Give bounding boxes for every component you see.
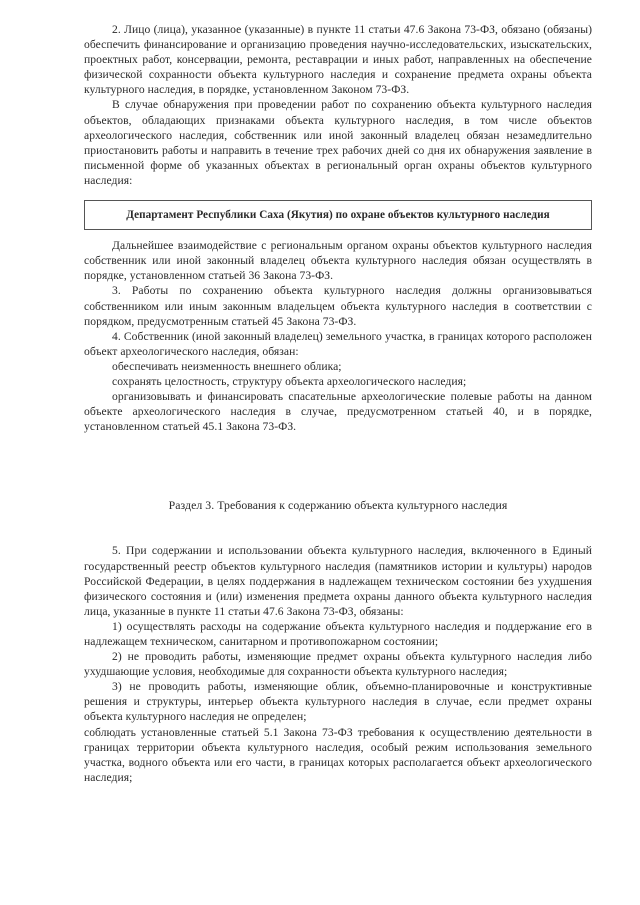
paragraph-item-4-c: организовывать и финансировать спасательные археологические полевые работы на данном объекте археологического наследия в случае, предусмотренном статьей 40, и в порядке, установленном статьей 45.1 Закона 73-ФЗ. xyxy=(84,390,592,434)
paragraph-item-5-1: 1) осуществлять расходы на содержание объекта культурного наследия и поддержание его в надлежащем техническом, санитарном и противопожарном состоянии; xyxy=(84,619,592,648)
paragraph-item-4: 4. Собственник (иной законный владелец) земельного участка, в границах которого расположен объект археологического наследия, обязан: xyxy=(84,329,592,358)
paragraph-interaction: Дальнейшее взаимодействие с региональным органом охраны объектов культурного наследия собственник или иной законный владелец объекта культурного наследия обязан осуществлять в порядке, установленном статьей 36 Закона 73-ФЗ. xyxy=(84,239,592,283)
paragraph-item-4-a: обеспечивать неизменность внешнего облика; xyxy=(112,359,342,373)
paragraph-discovery-notice: В случае обнаружения при проведении работ по сохранению объекта культурного наследия объектов, обладающих признаками объекта культурного наследия, в том числе объектов археологического наследия, собственник или иной законный владелец обязан незамедлительно приостановить работы и направить в течение трех рабочих дней со дня их обнаружения заявление в письменной форме об указанных объектах в региональный орган охраны объектов культурного наследия: xyxy=(84,98,592,187)
paragraph-item-4-b: сохранять целостность, структуру объекта археологического наследия; xyxy=(112,374,467,388)
paragraph-item-3: 3. Работы по сохранению объекта культурного наследия должны организовываться собственником или иным законным владельцем объекта культурного наследия в соответствии с порядком, предусмотренным статьей 45 Закона 73-ФЗ. xyxy=(84,284,592,328)
paragraph-item-5-compliance: соблюдать установленные статьей 5.1 Закона 73-ФЗ требования к осуществлению деятельности в границах территории объекта культурного наследия, особый режим использования земельного участка, водного объекта или его части, в границах которых располагается объект археологического наследия; xyxy=(84,725,592,784)
authority-name-box: Департамент Республики Саха (Якутия) по охране объектов культурного наследия xyxy=(84,200,592,230)
paragraph-item-5: 5. При содержании и использовании объекта культурного наследия, включенного в Единый государственный реестр объектов культурного наследия (памятников истории и культуры) народов Российской Федерации, в целях поддержания в надлежащем техническом состоянии без ухудшения физического состояния и (или) изменения предмета охраны данного объекта культурного наследия лица, указанные в пункте 11 статьи 47.6 Закона 73-ФЗ, обязаны: xyxy=(84,544,592,618)
section-3-title: Раздел 3. Требования к содержанию объекта культурного наследия xyxy=(168,498,508,513)
paragraph-item-5-2: 2) не проводить работы, изменяющие предмет охраны объекта культурного наследия либо ухудшающие условия, необходимые для сохранности объекта культурного наследия; xyxy=(84,650,592,679)
paragraph-item-5-3: 3) не проводить работы, изменяющие облик, объемно-планировочные и конструктивные решения и структуры, интерьер объекта культурного наследия в случае, если предмет охраны объекта культурного наследия не определен; xyxy=(84,680,592,724)
paragraph-item-2: 2. Лицо (лица), указанное (указанные) в пункте 11 статьи 47.6 Закона 73-ФЗ, обязано (обязаны) обеспечить финансирование и организацию проведения научно-исследовательских, изыскательских, проектных работ, консервации, ремонта, реставрации и иных работ, направленных на обеспечение физической сохранности объекта культурного наследия и сохранение предмета охраны объекта культурного наследия, в порядке, установленном Законом 73-ФЗ. xyxy=(84,23,592,97)
